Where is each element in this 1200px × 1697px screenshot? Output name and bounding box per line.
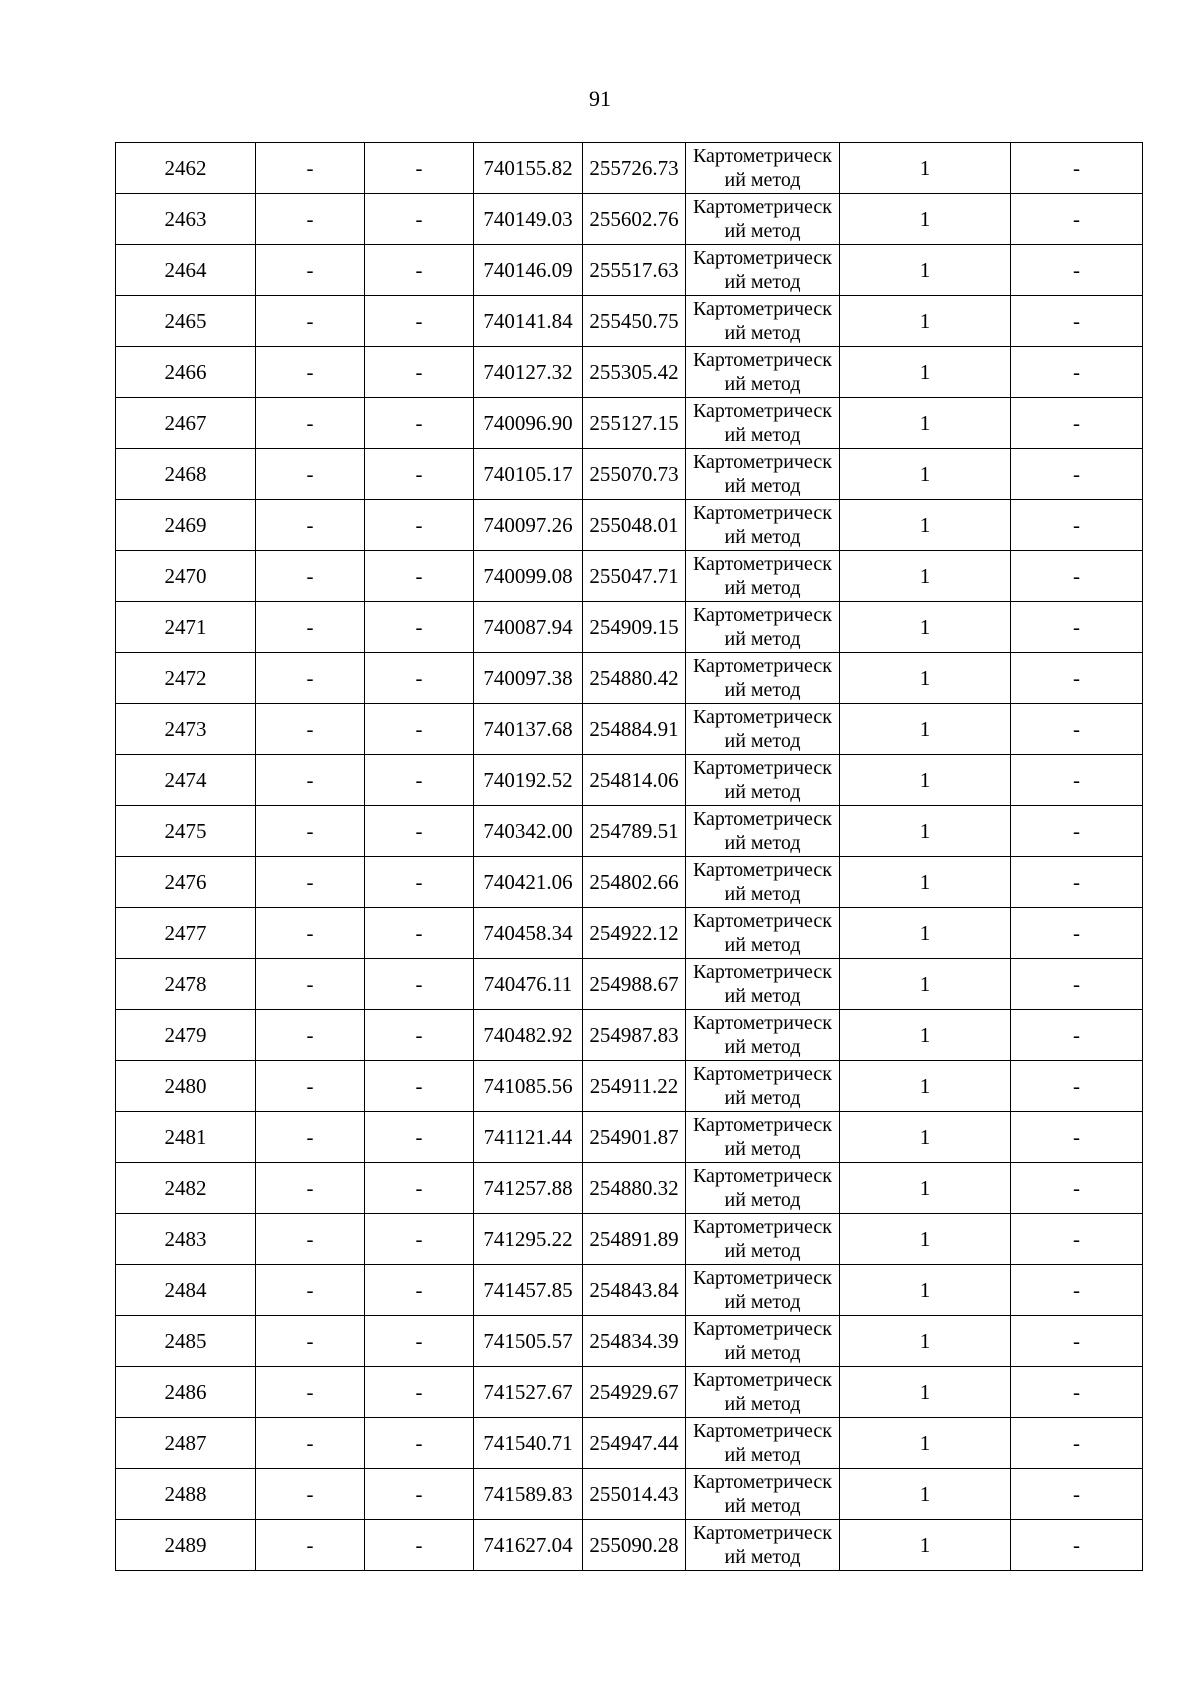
cell-point-number: 2478 — [116, 959, 256, 1010]
cell-empty-dash: - — [256, 1061, 365, 1112]
cell-empty-dash: - — [1011, 296, 1143, 347]
cell-y-coordinate: 254802.66 — [583, 857, 686, 908]
cell-x-coordinate: 741505.57 — [474, 1316, 583, 1367]
cell-method: Картометрический метод — [686, 347, 840, 398]
cell-x-coordinate: 740342.00 — [474, 806, 583, 857]
cell-empty-dash: - — [365, 755, 474, 806]
cell-method: Картометрический метод — [686, 959, 840, 1010]
cell-accuracy: 1 — [840, 1112, 1011, 1163]
cell-accuracy: 1 — [840, 704, 1011, 755]
cell-y-coordinate: 255047.71 — [583, 551, 686, 602]
cell-accuracy: 1 — [840, 296, 1011, 347]
cell-accuracy: 1 — [840, 653, 1011, 704]
cell-empty-dash: - — [365, 398, 474, 449]
cell-point-number: 2487 — [116, 1418, 256, 1469]
cell-method: Картометрический метод — [686, 704, 840, 755]
cell-empty-dash: - — [256, 1214, 365, 1265]
cell-empty-dash: - — [1011, 1367, 1143, 1418]
table-row — [116, 1367, 1143, 1418]
cell-accuracy: 1 — [840, 551, 1011, 602]
table-row — [116, 1112, 1143, 1163]
cell-empty-dash: - — [1011, 194, 1143, 245]
table-row — [116, 1214, 1143, 1265]
cell-y-coordinate: 254884.91 — [583, 704, 686, 755]
page-number: 91 — [589, 86, 611, 111]
cell-y-coordinate: 255517.63 — [583, 245, 686, 296]
cell-empty-dash: - — [365, 551, 474, 602]
cell-y-coordinate: 254834.39 — [583, 1316, 686, 1367]
cell-point-number: 2483 — [116, 1214, 256, 1265]
cell-accuracy: 1 — [840, 1010, 1011, 1061]
cell-accuracy: 1 — [840, 1061, 1011, 1112]
cell-empty-dash: - — [365, 1163, 474, 1214]
cell-empty-dash: - — [256, 1520, 365, 1571]
cell-y-coordinate: 255048.01 — [583, 500, 686, 551]
cell-y-coordinate: 254880.42 — [583, 653, 686, 704]
cell-empty-dash: - — [256, 704, 365, 755]
cell-method: Картометрический метод — [686, 1061, 840, 1112]
cell-accuracy: 1 — [840, 602, 1011, 653]
cell-empty-dash: - — [256, 755, 365, 806]
table-row — [116, 908, 1143, 959]
cell-accuracy: 1 — [840, 908, 1011, 959]
cell-accuracy: 1 — [840, 1418, 1011, 1469]
table-row — [116, 704, 1143, 755]
cell-point-number: 2462 — [116, 143, 256, 194]
cell-x-coordinate: 740421.06 — [474, 857, 583, 908]
cell-accuracy: 1 — [840, 194, 1011, 245]
cell-x-coordinate: 740127.32 — [474, 347, 583, 398]
cell-point-number: 2481 — [116, 1112, 256, 1163]
cell-accuracy: 1 — [840, 1214, 1011, 1265]
cell-point-number: 2473 — [116, 704, 256, 755]
cell-empty-dash: - — [365, 1418, 474, 1469]
cell-accuracy: 1 — [840, 1520, 1011, 1571]
cell-empty-dash: - — [256, 602, 365, 653]
cell-empty-dash: - — [1011, 500, 1143, 551]
cell-x-coordinate: 740458.34 — [474, 908, 583, 959]
cell-accuracy: 1 — [840, 1163, 1011, 1214]
table-row — [116, 1418, 1143, 1469]
cell-x-coordinate: 741589.83 — [474, 1469, 583, 1520]
cell-empty-dash: - — [365, 806, 474, 857]
cell-accuracy: 1 — [840, 398, 1011, 449]
cell-empty-dash: - — [365, 1316, 474, 1367]
cell-y-coordinate: 254947.44 — [583, 1418, 686, 1469]
cell-empty-dash: - — [1011, 959, 1143, 1010]
cell-empty-dash: - — [365, 1010, 474, 1061]
cell-x-coordinate: 740146.09 — [474, 245, 583, 296]
cell-method: Картометрический метод — [686, 602, 840, 653]
cell-method: Картометрический метод — [686, 1112, 840, 1163]
cell-y-coordinate: 255014.43 — [583, 1469, 686, 1520]
cell-empty-dash: - — [1011, 704, 1143, 755]
cell-point-number: 2480 — [116, 1061, 256, 1112]
cell-empty-dash: - — [256, 857, 365, 908]
cell-x-coordinate: 740192.52 — [474, 755, 583, 806]
cell-y-coordinate: 254789.51 — [583, 806, 686, 857]
cell-point-number: 2486 — [116, 1367, 256, 1418]
cell-point-number: 2470 — [116, 551, 256, 602]
table-row — [116, 1316, 1143, 1367]
cell-empty-dash: - — [365, 1367, 474, 1418]
cell-empty-dash: - — [256, 1316, 365, 1367]
cell-empty-dash: - — [1011, 449, 1143, 500]
cell-method: Картометрический метод — [686, 296, 840, 347]
cell-y-coordinate: 254988.67 — [583, 959, 686, 1010]
cell-method: Картометрический метод — [686, 908, 840, 959]
cell-empty-dash: - — [1011, 1010, 1143, 1061]
cell-point-number: 2467 — [116, 398, 256, 449]
table-row — [116, 1520, 1143, 1571]
cell-y-coordinate: 254911.22 — [583, 1061, 686, 1112]
cell-method: Картометрический метод — [686, 755, 840, 806]
cell-method: Картометрический метод — [686, 1418, 840, 1469]
cell-y-coordinate: 254909.15 — [583, 602, 686, 653]
cell-x-coordinate: 740149.03 — [474, 194, 583, 245]
table-row — [116, 194, 1143, 245]
cell-method: Картометрический метод — [686, 806, 840, 857]
cell-empty-dash: - — [365, 194, 474, 245]
table-row — [116, 857, 1143, 908]
cell-empty-dash: - — [256, 194, 365, 245]
table-row — [116, 1010, 1143, 1061]
cell-empty-dash: - — [365, 1469, 474, 1520]
cell-accuracy: 1 — [840, 1469, 1011, 1520]
cell-point-number: 2472 — [116, 653, 256, 704]
cell-y-coordinate: 255450.75 — [583, 296, 686, 347]
cell-accuracy: 1 — [840, 500, 1011, 551]
cell-empty-dash: - — [365, 959, 474, 1010]
cell-point-number: 2485 — [116, 1316, 256, 1367]
cell-method: Картометрический метод — [686, 1316, 840, 1367]
table-row — [116, 806, 1143, 857]
cell-point-number: 2488 — [116, 1469, 256, 1520]
cell-empty-dash: - — [256, 296, 365, 347]
cell-empty-dash: - — [1011, 1316, 1143, 1367]
cell-point-number: 2469 — [116, 500, 256, 551]
cell-x-coordinate: 741527.67 — [474, 1367, 583, 1418]
cell-y-coordinate: 254901.87 — [583, 1112, 686, 1163]
cell-empty-dash: - — [256, 143, 365, 194]
cell-point-number: 2463 — [116, 194, 256, 245]
cell-empty-dash: - — [256, 449, 365, 500]
cell-empty-dash: - — [365, 245, 474, 296]
cell-empty-dash: - — [1011, 398, 1143, 449]
cell-empty-dash: - — [1011, 602, 1143, 653]
cell-method: Картометрический метод — [686, 500, 840, 551]
cell-empty-dash: - — [365, 1061, 474, 1112]
cell-point-number: 2468 — [116, 449, 256, 500]
cell-x-coordinate: 740097.38 — [474, 653, 583, 704]
table-row — [116, 143, 1143, 194]
cell-empty-dash: - — [1011, 1520, 1143, 1571]
table-row — [116, 296, 1143, 347]
cell-empty-dash: - — [256, 908, 365, 959]
cell-y-coordinate: 254929.67 — [583, 1367, 686, 1418]
cell-accuracy: 1 — [840, 1367, 1011, 1418]
cell-x-coordinate: 741085.56 — [474, 1061, 583, 1112]
cell-empty-dash: - — [256, 1418, 365, 1469]
cell-point-number: 2489 — [116, 1520, 256, 1571]
cell-method: Картометрический метод — [686, 1010, 840, 1061]
cell-empty-dash: - — [256, 1163, 365, 1214]
cell-empty-dash: - — [256, 1367, 365, 1418]
cell-empty-dash: - — [365, 653, 474, 704]
cell-empty-dash: - — [365, 1265, 474, 1316]
cell-x-coordinate: 740097.26 — [474, 500, 583, 551]
cell-empty-dash: - — [1011, 347, 1143, 398]
cell-y-coordinate: 254843.84 — [583, 1265, 686, 1316]
cell-x-coordinate: 740096.90 — [474, 398, 583, 449]
cell-y-coordinate: 254922.12 — [583, 908, 686, 959]
table-row — [116, 755, 1143, 806]
cell-empty-dash: - — [1011, 857, 1143, 908]
cell-method: Картометрический метод — [686, 194, 840, 245]
cell-empty-dash: - — [1011, 653, 1143, 704]
table-row — [116, 1265, 1143, 1316]
cell-y-coordinate: 255305.42 — [583, 347, 686, 398]
cell-empty-dash: - — [1011, 755, 1143, 806]
cell-method: Картометрический метод — [686, 1214, 840, 1265]
table-row — [116, 551, 1143, 602]
cell-x-coordinate: 740137.68 — [474, 704, 583, 755]
table-row — [116, 1061, 1143, 1112]
cell-empty-dash: - — [256, 1010, 365, 1061]
table-body — [116, 143, 1143, 1571]
cell-empty-dash: - — [256, 653, 365, 704]
cell-accuracy: 1 — [840, 755, 1011, 806]
cell-accuracy: 1 — [840, 1316, 1011, 1367]
cell-point-number: 2465 — [116, 296, 256, 347]
cell-point-number: 2482 — [116, 1163, 256, 1214]
cell-empty-dash: - — [365, 908, 474, 959]
table-row — [116, 653, 1143, 704]
cell-empty-dash: - — [365, 449, 474, 500]
cell-empty-dash: - — [256, 398, 365, 449]
cell-method: Картометрический метод — [686, 449, 840, 500]
cell-y-coordinate: 255070.73 — [583, 449, 686, 500]
cell-empty-dash: - — [365, 602, 474, 653]
cell-method: Картометрический метод — [686, 398, 840, 449]
cell-empty-dash: - — [256, 1112, 365, 1163]
cell-method: Картометрический метод — [686, 245, 840, 296]
cell-empty-dash: - — [1011, 245, 1143, 296]
cell-method: Картометрический метод — [686, 1367, 840, 1418]
cell-accuracy: 1 — [840, 143, 1011, 194]
cell-empty-dash: - — [256, 1265, 365, 1316]
cell-method: Картометрический метод — [686, 1520, 840, 1571]
cell-x-coordinate: 740099.08 — [474, 551, 583, 602]
cell-point-number: 2474 — [116, 755, 256, 806]
cell-y-coordinate: 254880.32 — [583, 1163, 686, 1214]
cell-y-coordinate: 255127.15 — [583, 398, 686, 449]
cell-empty-dash: - — [1011, 1112, 1143, 1163]
cell-y-coordinate: 254891.89 — [583, 1214, 686, 1265]
table-row — [116, 1163, 1143, 1214]
table-row — [116, 500, 1143, 551]
cell-empty-dash: - — [256, 1469, 365, 1520]
cell-x-coordinate: 740482.92 — [474, 1010, 583, 1061]
cell-accuracy: 1 — [840, 806, 1011, 857]
table-row — [116, 449, 1143, 500]
cell-point-number: 2475 — [116, 806, 256, 857]
cell-empty-dash: - — [1011, 1214, 1143, 1265]
cell-y-coordinate: 255602.76 — [583, 194, 686, 245]
cell-x-coordinate: 741540.71 — [474, 1418, 583, 1469]
cell-y-coordinate: 255726.73 — [583, 143, 686, 194]
cell-x-coordinate: 740105.17 — [474, 449, 583, 500]
cell-empty-dash: - — [256, 500, 365, 551]
cell-method: Картометрический метод — [686, 143, 840, 194]
cell-point-number: 2476 — [116, 857, 256, 908]
cell-empty-dash: - — [365, 347, 474, 398]
cell-empty-dash: - — [365, 1112, 474, 1163]
cell-empty-dash: - — [1011, 1163, 1143, 1214]
cell-accuracy: 1 — [840, 347, 1011, 398]
cell-point-number: 2479 — [116, 1010, 256, 1061]
cell-empty-dash: - — [1011, 1061, 1143, 1112]
cell-empty-dash: - — [365, 1520, 474, 1571]
table-row — [116, 245, 1143, 296]
table-row — [116, 1469, 1143, 1520]
cell-empty-dash: - — [256, 551, 365, 602]
cell-point-number: 2484 — [116, 1265, 256, 1316]
cell-method: Картометрический метод — [686, 551, 840, 602]
cell-method: Картометрический метод — [686, 653, 840, 704]
cell-empty-dash: - — [1011, 143, 1143, 194]
cell-empty-dash: - — [365, 296, 474, 347]
cell-point-number: 2466 — [116, 347, 256, 398]
cell-x-coordinate: 741457.85 — [474, 1265, 583, 1316]
cell-point-number: 2471 — [116, 602, 256, 653]
cell-method: Картометрический метод — [686, 1469, 840, 1520]
cell-point-number: 2477 — [116, 908, 256, 959]
cell-x-coordinate: 741295.22 — [474, 1214, 583, 1265]
cell-empty-dash: - — [1011, 1265, 1143, 1316]
cell-empty-dash: - — [1011, 806, 1143, 857]
cell-empty-dash: - — [256, 959, 365, 1010]
cell-empty-dash: - — [1011, 908, 1143, 959]
cell-empty-dash: - — [365, 704, 474, 755]
cell-method: Картометрический метод — [686, 1265, 840, 1316]
cell-y-coordinate: 254987.83 — [583, 1010, 686, 1061]
table-row — [116, 959, 1143, 1010]
cell-accuracy: 1 — [840, 245, 1011, 296]
cell-x-coordinate: 740087.94 — [474, 602, 583, 653]
cell-point-number: 2464 — [116, 245, 256, 296]
cell-x-coordinate: 741627.04 — [474, 1520, 583, 1571]
cell-x-coordinate: 741257.88 — [474, 1163, 583, 1214]
table-row — [116, 398, 1143, 449]
cell-x-coordinate: 740476.11 — [474, 959, 583, 1010]
cell-x-coordinate: 741121.44 — [474, 1112, 583, 1163]
cell-empty-dash: - — [1011, 551, 1143, 602]
cell-x-coordinate: 740141.84 — [474, 296, 583, 347]
cell-y-coordinate: 255090.28 — [583, 1520, 686, 1571]
cell-empty-dash: - — [365, 1214, 474, 1265]
cell-accuracy: 1 — [840, 959, 1011, 1010]
cell-accuracy: 1 — [840, 857, 1011, 908]
cell-empty-dash: - — [365, 857, 474, 908]
table-row — [116, 602, 1143, 653]
cell-empty-dash: - — [256, 806, 365, 857]
cell-method: Картометрический метод — [686, 857, 840, 908]
cell-empty-dash: - — [1011, 1418, 1143, 1469]
cell-empty-dash: - — [365, 500, 474, 551]
cell-empty-dash: - — [365, 143, 474, 194]
cell-empty-dash: - — [256, 245, 365, 296]
cell-x-coordinate: 740155.82 — [474, 143, 583, 194]
table-row — [116, 347, 1143, 398]
coordinates-table — [115, 142, 1143, 1571]
cell-empty-dash: - — [256, 347, 365, 398]
cell-accuracy: 1 — [840, 449, 1011, 500]
cell-method: Картометрический метод — [686, 1163, 840, 1214]
cell-y-coordinate: 254814.06 — [583, 755, 686, 806]
cell-empty-dash: - — [1011, 1469, 1143, 1520]
cell-accuracy: 1 — [840, 1265, 1011, 1316]
